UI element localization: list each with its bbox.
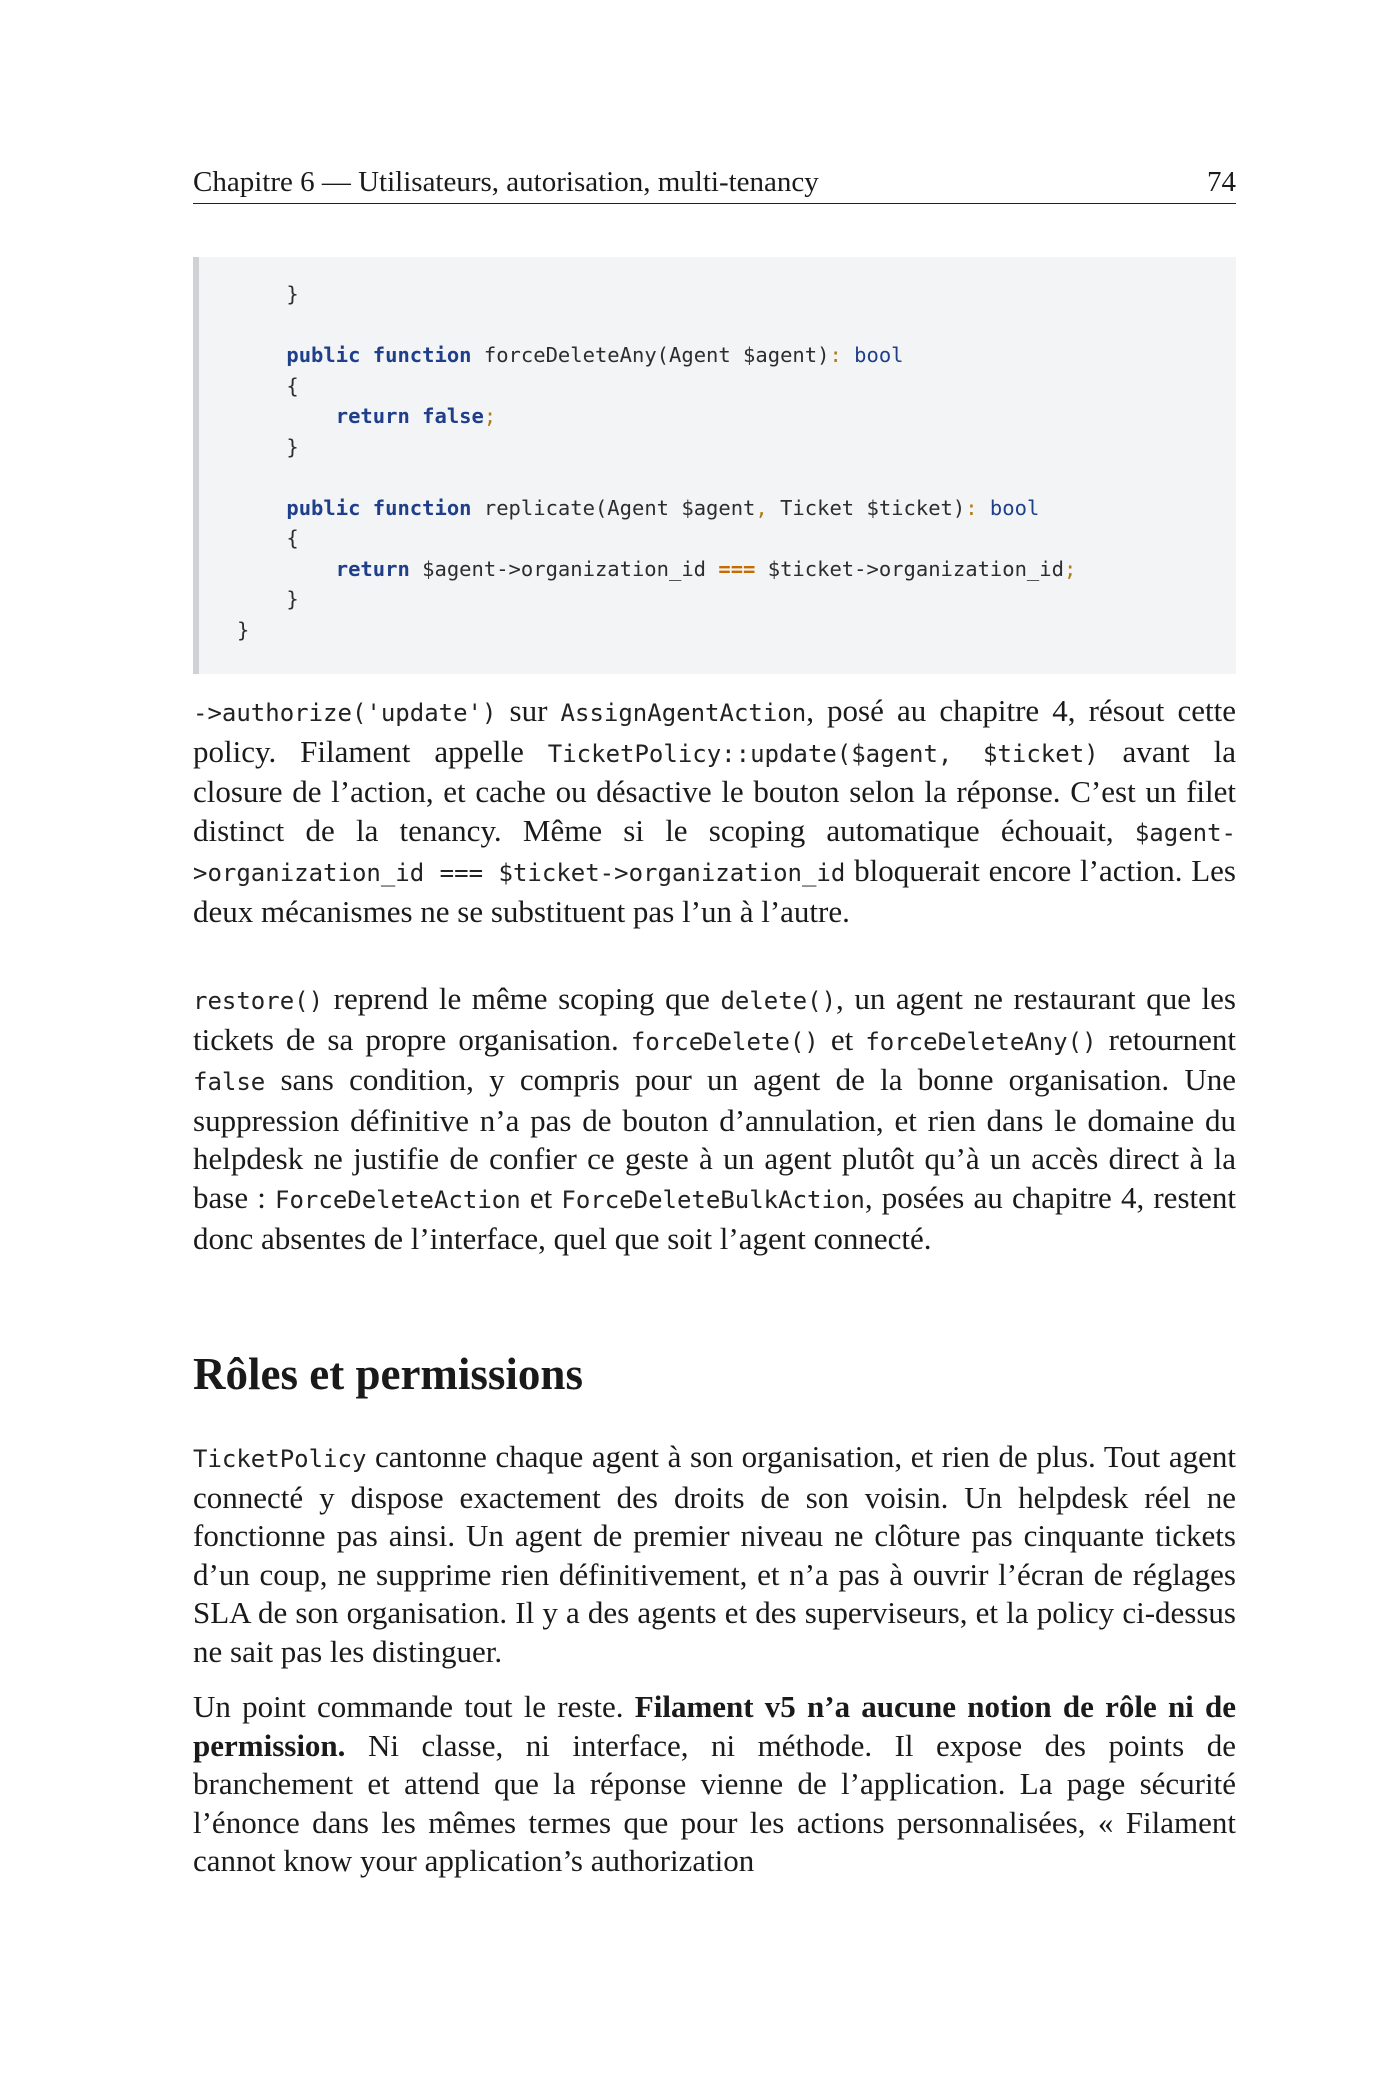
page-number: 74 [1207, 166, 1236, 198]
code-line [237, 462, 1236, 493]
code-line: } [237, 617, 250, 642]
code-line [237, 310, 1236, 341]
code-line: } [237, 282, 299, 306]
code-block [193, 257, 1236, 674]
bold-statement: Filament v5 n’a aucune notion de rôle ni de permission. [193, 1689, 1237, 1763]
code-line: public function replicate(Agent $agent, Ticket $ticket): bool [286, 495, 1040, 520]
paragraph: ->authorize('update') sur AssignAgentAction, posé au chapitre 4, résout cette policy. Filament appelle TicketPolicy::update($agent, $ticket) avant la closure de l’action, et cache ou désactive le bouton selon la réponse. C’est un filet distinct de la tenancy. Même si le scoping automatique échouait, $agent->organization_id === $ticket->organization_id bloquerait encore l’action. Les deux mécanismes ne se substituent pas l’un à l’autre. [193, 693, 1237, 929]
code-line: return false; [335, 404, 497, 428]
paragraph: Un point commande tout le reste. Filament v5 n’a aucune notion de rôle ni de permission. Ni classe, ni interface, ni méthode. Il expose des points de branchement et attend que la réponse vienne de l’application. La page sécurité l’énonce dans les mêmes termes que pour les actions personnalisées, « Filament cannot know your application’s authorization [193, 1689, 1237, 1879]
paragraph: TicketPolicy cantonne chaque agent à son organisation, et rien de plus. Tout agent connecté y dispose exactement des droits de son voisin. Un helpdesk réel ne fonctionne pas ainsi. Un agent de premier niveau ne clôture pas cinquante tickets d’un coup, ne supprime rien définitivement, et n’a pas à ouvrir l’écran de réglages SLA de son organisation. Il y a des agents et des superviseurs, et la policy ci-dessus ne sait pas les distinguer. [193, 1439, 1236, 1669]
code-line: } [237, 434, 299, 459]
section-heading: Rôles et permissions [193, 1349, 583, 1399]
paragraph: restore() reprend le même scoping que delete(), un agent ne restaurant que les tickets de sa propre organisation. forceDelete() et forceDeleteAny() retournent false sans condition, y compris pour un agent de la bonne organisation. Une suppression définitive n’a pas de bouton d’annulation, et rien dans le domaine du helpdesk ne justifie de confier ce geste à un agent plutôt qu’à un accès direct à la base : ForceDeleteAction et ForceDeleteBulkAction, posées au chapitre 4, restent donc absentes de l’interface, quel que soit l’agent connecté. [193, 981, 1237, 1256]
code-line: { [237, 373, 299, 398]
running-header [193, 164, 1236, 204]
code-line: return $agent->organization_id === $ticket->organization_id; [335, 556, 1077, 581]
code-line: { [237, 526, 299, 550]
chapter-title: Chapitre 6 — Utilisateurs, autorisation, multi-tenancy [193, 166, 819, 198]
code-line: public function forceDeleteAny(Agent $agent): bool [286, 343, 904, 367]
code-line: } [237, 587, 299, 611]
